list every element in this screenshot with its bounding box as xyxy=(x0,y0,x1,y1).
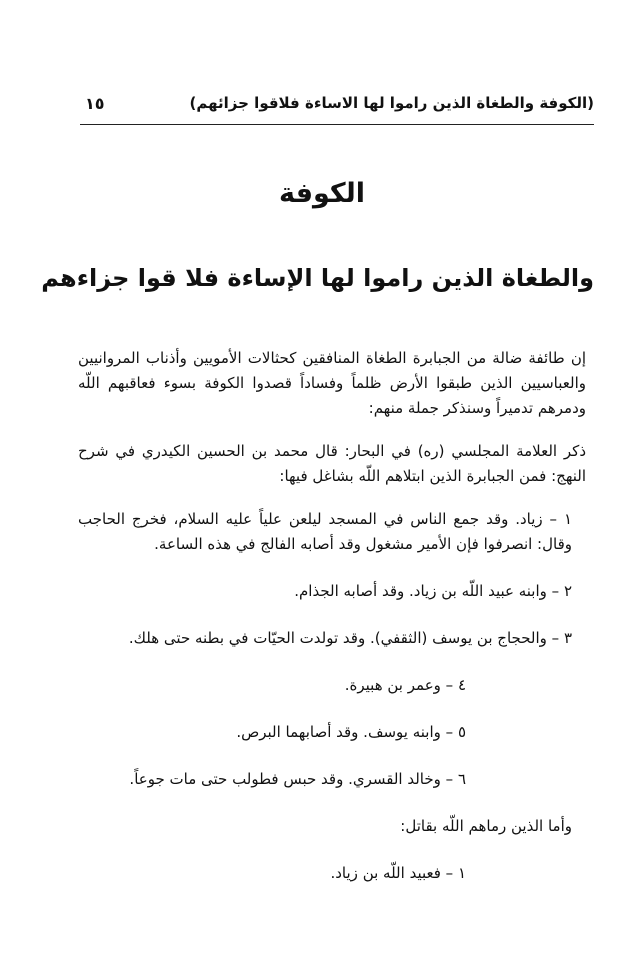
list-item: ٣ – والحجاج بن يوسف (الثقفي). وقد تولدت الحيّات في بطنه حتى هلك. xyxy=(128,629,572,647)
list-item: ٥ – وابنه يوسف. وقد أصابهما البرص. xyxy=(236,723,466,741)
body-text xyxy=(78,346,586,908)
chapter-title: الكوفة xyxy=(278,178,366,209)
list-item: ٤ – وعمر بن هبيرة. xyxy=(344,676,466,694)
list-item: ١ – فعبيد اللّه بن زياد. xyxy=(330,864,466,882)
list-item: ٢ – وابنه عبيد اللّه بن زياد. وقد أصابه الجذام. xyxy=(294,582,572,600)
header-rule xyxy=(80,124,594,125)
citation-paragraph: ذكر العلامة المجلسي (ره) في البحار: قال محمد بن الحسين الكيدري في شرح النهج: فمن الجبابرة الذين ابتلاهم اللّه بشاغل فيها: xyxy=(78,442,586,485)
list-item: ٦ – وخالد القسري. وقد حبس فطولب حتى مات جوعاً. xyxy=(129,770,466,788)
intro-paragraph: إن طائفة ضالة من الجبابرة الطغاة المنافقين كحثالات الأمويين وأذناب المروانيين والعباسيين الذين طبقوا الأرض ظلماً وفساداً قصدوا الكوفة بسوء فعاقبهم اللّه ودمرهم تدميراً وسنذكر جملة منهم: xyxy=(78,349,586,417)
section-title: والطغاة الذين راموا لها الإساءة فلا قوا جزاءهم xyxy=(41,264,594,292)
running-title: (الكوفة والطغاة الذين راموا لها الاساءة فلاقوا جزائهم) xyxy=(189,94,594,112)
second-intro: وأما الذين رماهم اللّه بقاتل: xyxy=(400,817,572,835)
list-item: ١ – زياد. وقد جمع الناس في المسجد ليلعن علياً عليه السلام، فخرج الحاجب وقال: انصرفوا فإن الأمير مشغول وقد أصابه الفالج في هذه الساعة. xyxy=(78,510,572,553)
running-header xyxy=(85,94,594,122)
page-number: ١٥ xyxy=(85,94,105,113)
